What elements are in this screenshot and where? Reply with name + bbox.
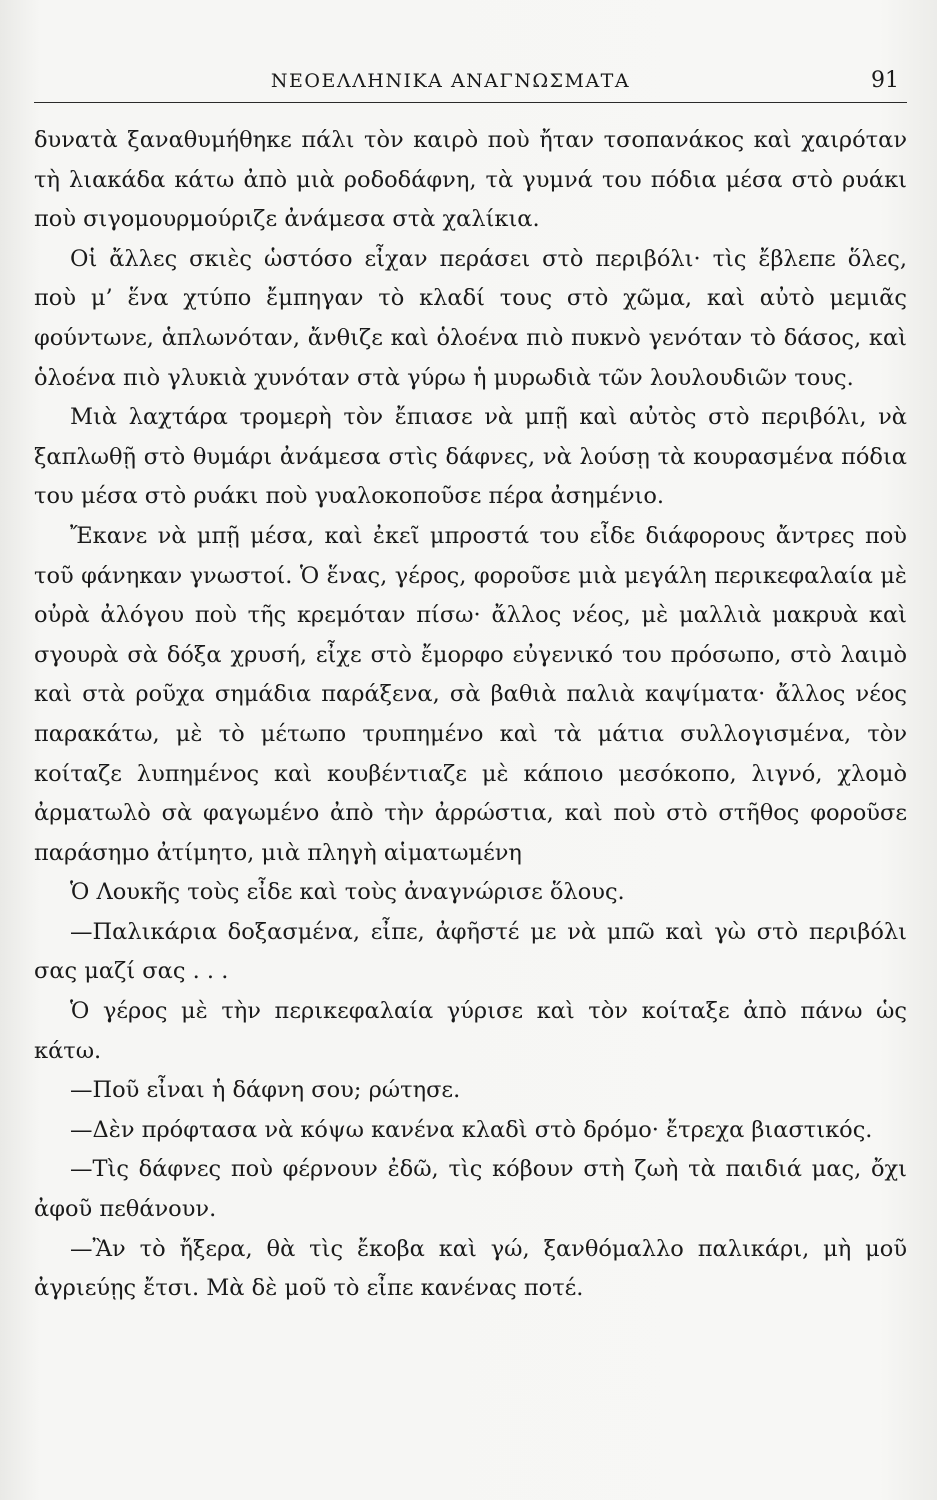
paragraph: —Τὶς δάφνες ποὺ φέρνουν ἐδῶ, τὶς κόβουν στὴ ζωὴ τὰ παιδιά μας, ὄχι ἀφοῦ πεθάνουν. xyxy=(34,1156,907,1223)
paragraph: —Ἂν τὸ ἤξερα, θὰ τὶς ἔκοβα καὶ γώ, ξανθόμαλλο παλικάρι, μὴ μοῦ ἀγριεύῃς ἔτσι. Μὰ δὲ μοῦ τὸ εἶπε κανένας ποτέ. xyxy=(34,1235,907,1302)
paragraph: Μιὰ λαχτάρα τρομερὴ τὸν ἔπιασε νὰ μπῇ καὶ αὐτὸς στὸ περιβόλι, νὰ ξαπλωθῇ στὸ θυμάρι ἀνάμεσα στὶς δάφνες, νὰ λούσῃ τὰ κουρασμένα πόδια του μέσα στὸ ρυάκι ποὺ γυαλοκοποῦσε πέρα ἀσημένιο. xyxy=(34,404,907,510)
paragraph: δυνατὰ ξαναθυμήθηκε πάλι τὸν καιρὸ ποὺ ἤταν τσοπανάκος καὶ χαιρόταν τὴ λιακάδα κάτω ἀπὸ μιὰ ροδοδάφνη, τὰ γυμνά του πόδια μέσα στὸ ρυάκι ποὺ σιγομουρμούριζε ἀνάμεσα στὰ χαλίκια. xyxy=(34,127,907,233)
paragraph: —Παλικάρια δοξασμένα, εἶπε, ἀφῆστέ με νὰ μπῶ καὶ γὼ στὸ περιβόλι σας μαζί σας . . . xyxy=(34,918,907,985)
running-title: ΝΕΟΕΛΛΗΝΙΚΑ ΑΝΑΓΝΩΣΜΑΤΑ xyxy=(270,70,631,92)
paragraph: Ὁ γέρος μὲ τὴν περικεφαλαία γύρισε καὶ τὸν κοίταξε ἀπὸ πάνω ὡς κάτω. xyxy=(34,998,907,1064)
page-header xyxy=(34,62,907,103)
body-text xyxy=(34,121,907,1309)
paragraph: —Δὲν πρόφτασα νὰ κόψω κανένα κλαδὶ στὸ δρόμο· ἔτρεχα βιαστικός. xyxy=(70,1116,873,1143)
paragraph: Ὁ Λουκῆς τοὺς εἶδε καὶ τοὺς ἀναγνώρισε ὅλους. xyxy=(70,879,625,906)
paragraph: Οἱ ἄλλες σκιὲς ὡστόσο εἶχαν περάσει στὸ περιβόλι· τὶς ἔβλεπε ὅλες, ποὺ μ’ ἕνα χτύπο ἔμπηγαν τὸ κλαδί τους στὸ χῶμα, καὶ αὐτὸ μεμιᾶς φούντωνε, ἁπλωνόταν, ἄνθιζε καὶ ὁλοένα πιὸ πυκνὸ γενόταν τὸ δάσος, καὶ ὁλοένα πιὸ γλυκιὰ χυνόταν στὰ γύρω ἡ μυρωδιὰ τῶν λουλουδιῶν τους. xyxy=(34,245,907,391)
page-number: 91 xyxy=(871,68,899,93)
paragraph: Ἔκανε νὰ μπῇ μέσα, καὶ ἐκεῖ μπροστά του εἶδε διάφορους ἄντρες ποὺ τοῦ φάνηκαν γνωστοί. Ὁ ἕνας, γέρος, φοροῦσε μιὰ μεγάλη περικεφαλαία μὲ οὐρὰ ἀλόγου ποὺ τῆς κρεμόταν πίσω· ἄλλος νέος, μὲ μαλλιὰ μακρυὰ καὶ σγουρὰ σὰ δόξα χρυσή, εἶχε στὸ ἔμορφο εὐγενικό του πρόσωπο, στὸ λαιμὸ καὶ στὰ ροῦχα σημάδια παράξενα, σὰ βαθιὰ παλιὰ καψίματα· ἄλλος νέος παρακάτω, μὲ τὸ μέτωπο τρυπημένο καὶ τὰ μάτια συλλογισμένα, τὸν κοίταζε λυπημένος καὶ κουβέντιαζε μὲ κάποιο μεσόκοπο, λιγνό, χλομὸ ἀρματωλὸ σὰ φαγωμένο ἀπὸ τὴν ἀρρώστια, καὶ ποὺ στὸ στῆθος φοροῦσε παράσημο ἀτίμητο, μιὰ πληγὴ αἱματωμένη xyxy=(34,522,907,866)
paragraph: —Ποῦ εἶναι ἡ δάφνη σου; ρώτησε. xyxy=(70,1077,461,1104)
